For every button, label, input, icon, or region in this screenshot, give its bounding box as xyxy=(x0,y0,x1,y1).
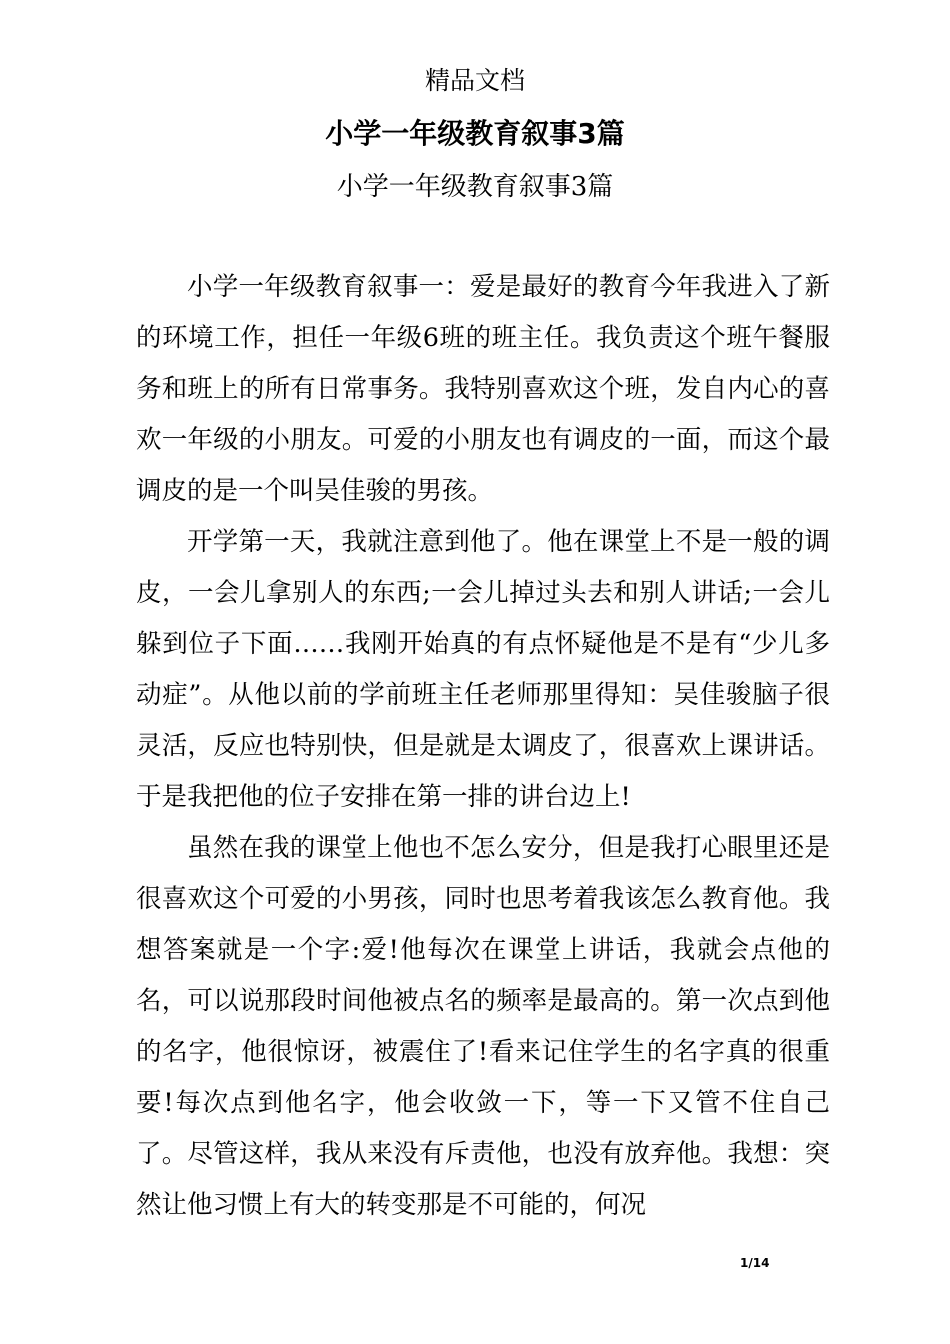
document-subtitle: 小学一年级教育叙事3篇 xyxy=(336,172,614,202)
document-title: 小学一年级教育叙事3篇 xyxy=(325,117,625,150)
page-header: 精品文档 xyxy=(424,66,525,95)
paragraph: 开学第一天，我就注意到他了。他在课堂上不是一般的调皮，一会儿拿别人的东西;一会儿掉过头去和别人讲话;一会儿躲到位子下面……我刚开始真的有点怀疑他是不是有“少儿多动症”。从他以前的学前班主任老师那里得知：吴佳骏脑子很灵活，反应也特别快，但是就是太调皮了，很喜欢上课讲话。于是我把他的位子安排在第一排的讲台边上! xyxy=(136,527,830,812)
page-number: 1/14 xyxy=(740,1256,770,1270)
paragraph: 虽然在我的课堂上他也不怎么安分，但是我打心眼里还是很喜欢这个可爱的小男孩，同时也思考着我该怎么教育他。我想答案就是一个字:爱!他每次在课堂上讲话，我就会点他的名，可以说那段时间他被点名的频率是最高的。第一次点到他的名字，他很惊讶，被震住了!看来记住学生的名字真的很重要!每次点到他名字，他会收敛一下，等一下又管不住自己了。尽管这样，我从来没有斥责他，也没有放弃他。我想：突然让他习惯上有大的转变那是不可能的，何况 xyxy=(136,833,830,1220)
paragraph: 小学一年级教育叙事一：爱是最好的教育今年我进入了新的环境工作，担任一年级6班的班主任。我负责这个班午餐服务和班上的所有日常事务。我特别喜欢这个班，发自内心的喜欢一年级的小朋友。可爱的小朋友也有调皮的一面，而这个最调皮的是一个叫吴佳骏的男孩。 xyxy=(136,272,830,506)
document-body xyxy=(136,262,830,1231)
